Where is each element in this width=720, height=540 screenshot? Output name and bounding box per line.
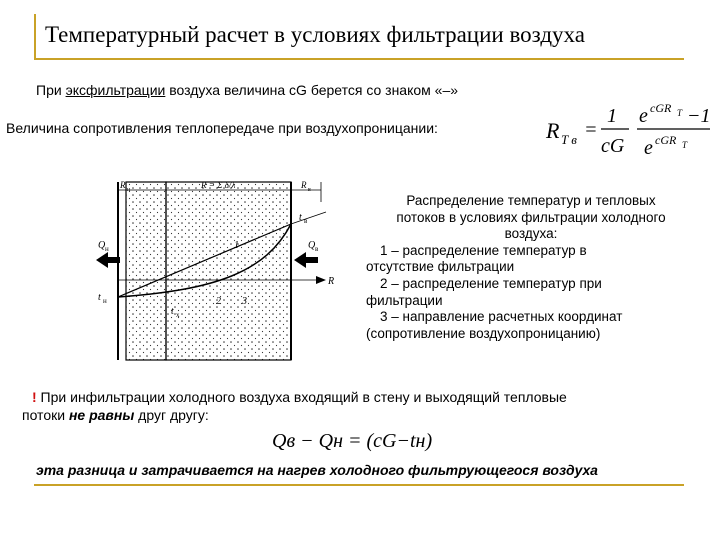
caption-line: Распределение температур и тепловых: [406, 193, 656, 208]
label-rn-sub: н: [127, 187, 131, 193]
label-rv-sub: в: [308, 187, 311, 193]
formula-exp-sub-top: T: [677, 108, 683, 118]
label-tx: t: [171, 306, 174, 317]
formula-exp-sub-bottom: T: [682, 140, 688, 150]
formula-num1: 1: [607, 105, 617, 127]
warning-icon: !: [32, 389, 37, 405]
tv-leader: [291, 212, 326, 224]
bottom-divider: [34, 484, 684, 486]
caption-line: 1 – распределение температур в: [380, 242, 587, 258]
curve-label-1: 1: [234, 240, 239, 251]
label-total-resistance: R = Σ δ/λ: [201, 180, 236, 190]
label-tn-sub: н: [103, 297, 107, 305]
formula-minus1: −1: [687, 105, 711, 127]
formula-e-bottom: e: [644, 137, 653, 159]
infiltration-warning: [22, 388, 702, 424]
label-qv-sub: в: [315, 245, 319, 253]
formula-lhs: R: [546, 118, 560, 143]
title-divider: [34, 58, 684, 60]
label-r-axis: R: [328, 276, 335, 287]
formula-den1: cG: [601, 135, 625, 157]
warning-text-2-prefix: потоки: [22, 407, 69, 423]
exfiltration-suffix: воздуха величина cG берется со знаком «–»: [165, 82, 459, 98]
exfiltration-prefix: При: [36, 82, 66, 98]
curve-label-2: 2: [216, 296, 221, 307]
curve-label-3: 3: [242, 296, 247, 307]
exfiltration-note: [36, 82, 458, 98]
label-tx-sub: x: [176, 311, 180, 319]
label-qn: Q: [98, 240, 106, 251]
caption-line: воздуха:: [504, 226, 558, 242]
heat-flow-formula: Qв − Qн = (cG−tн): [272, 430, 433, 452]
warning-text-1: При инфильтрации холодного воздуха входящий в стену и выходящий тепловые: [36, 389, 567, 405]
exfiltration-term: эксфильтрации: [65, 82, 166, 98]
caption-line: отсутствие фильтрации: [366, 259, 515, 275]
wall-layer-outer: [126, 182, 166, 360]
label-tn: t: [98, 292, 101, 303]
formula-exp-top: cGR: [650, 101, 672, 115]
resistance-label: Величина сопротивления теплопередаче при воздухопроницании:: [6, 120, 438, 136]
label-tv: t: [299, 212, 302, 223]
warning-text-2-emph: не равны: [68, 407, 135, 423]
conclusion-text: эта разница и затрачивается на нагрев холодного фильтрующегося воздуха: [36, 462, 598, 478]
caption-line: фильтрации: [366, 292, 443, 308]
label-rv: R: [301, 180, 307, 190]
title-accent-vertical: [34, 14, 36, 58]
formula-exp-bottom: cGR: [655, 133, 677, 147]
wall-layer-middle: [166, 182, 291, 360]
formula-equals: =: [584, 119, 598, 141]
warning-text-2-suffix: друг другу:: [134, 407, 209, 423]
label-rn: R: [120, 180, 126, 190]
formula-lhs-sub: T в: [561, 132, 577, 147]
formula-e-top: e: [639, 105, 648, 127]
figure-caption: [366, 193, 696, 342]
caption-line: 2 – распределение температур при: [380, 275, 602, 291]
label-qv: Q: [308, 240, 316, 251]
caption-line: потоков в условиях фильтрации холодного: [396, 209, 666, 225]
filtration-diagram: [96, 172, 346, 368]
label-tv-sub: в: [304, 217, 308, 225]
caption-line: 3 – направление расчетных координат: [380, 309, 623, 325]
caption-line: (сопротивление воздухопроницанию): [366, 325, 601, 341]
r-axis-arrow-icon: [316, 276, 326, 284]
resistance-formula: [544, 98, 714, 160]
slide-title: Температурный расчет в условиях фильтрации воздуха: [45, 22, 585, 47]
label-qn-sub: н: [105, 245, 109, 253]
qv-arrow-icon: [294, 252, 318, 268]
qn-arrow-icon: [96, 252, 120, 268]
